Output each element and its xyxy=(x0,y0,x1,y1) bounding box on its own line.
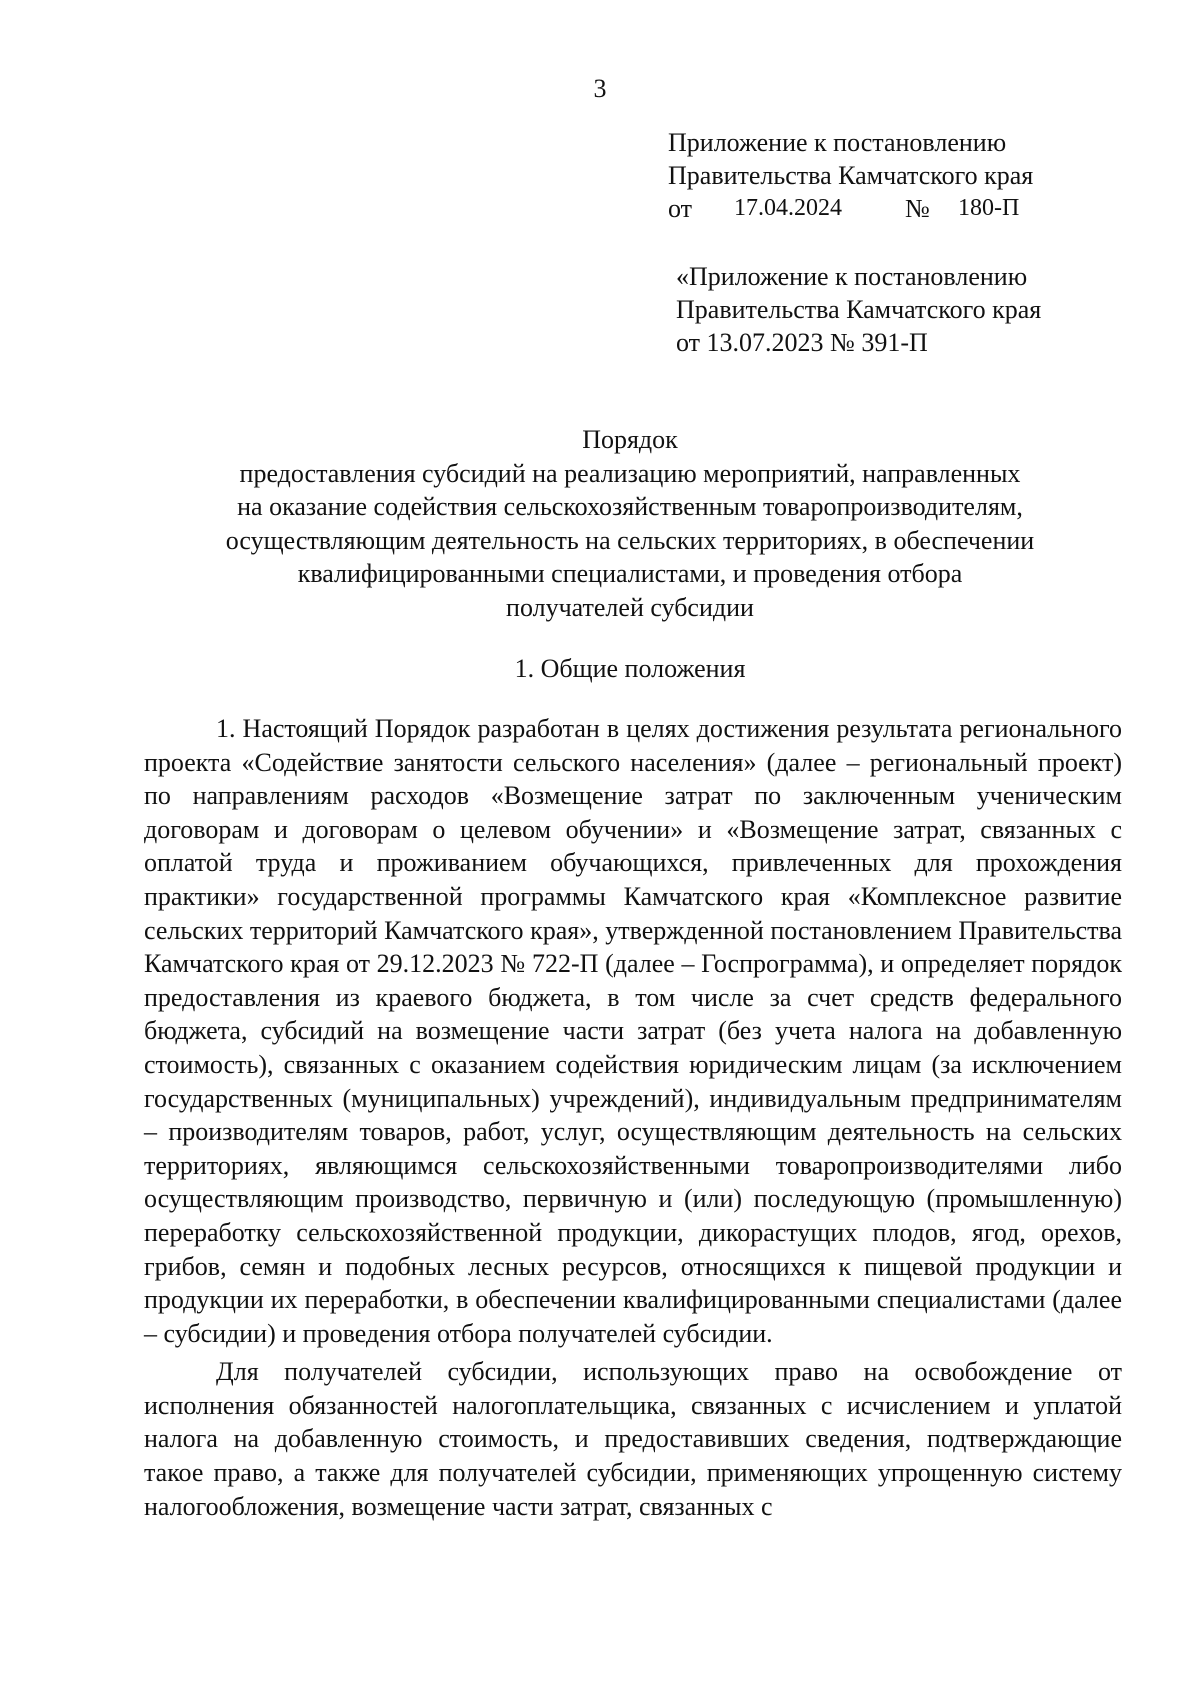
title-heading: Порядок xyxy=(582,425,678,454)
paragraph-2: Для получателей субсидии, использующих право на освобождение от исполнения обязанностей налогоплательщика, связанных с исчислением и уплатой налога на добавленную стоимость, и предоставивших сведения, подтверждающие такое право, а также для получателей субсидии, применяющих упрощенную систему налогообложения, возмещение части затрат, связанных с xyxy=(144,1357,1122,1521)
paragraph-1: 1. Настоящий Порядок разработан в целях достижения результата регионального проекта «Содействие занятости сельского населения» (далее – региональный проект) по направлениям расходов «Возмещение затрат по заключенным ученическим договорам и договорам о целевом обучении» и «Возмещение затрат, связанных с оплатой труда и проживанием обучающихся, привлеченных для прохождения практики» государственной программы Камчатского края «Комплексное развитие сельских территорий Камчатского края», утвержденной постановлением Правительства Камчатского края от 29.12.2023 № 722-П (далее – Госпрограмма), и определяет порядок предоставления из краевого бюджета, в том числе за счет средств федерального бюджета, субсидий на возмещение части затрат (без учета налога на добавленную стоимость), связанных с оказанием содействия юридическим лицам (за исключением государственных (муниципальных) учреждений), индивидуальным предпринимателям – производителям товаров, работ, услуг, осуществляющим деятельность на сельских территориях, являющимся сельскохозяйственными товаропроизводителями либо осуществляющим производство, первичную и (или) последующую (промышленную) переработку сельскохозяйственной продукции, дикорастущих плодов, ягод, орехов, грибов, семян и подобных лесных ресурсов, относящихся к пищевой продукции и продукции их переработки, в обеспечении квалифицированными специалистами (далее – субсидии) и проведения отбора получателей субсидии. xyxy=(144,714,1122,1348)
appendix-current-block xyxy=(668,126,1033,225)
number-sign: № xyxy=(905,194,930,223)
appendix-current-line1: Приложение к постановлению xyxy=(668,128,1007,157)
from-label: от xyxy=(668,194,693,223)
title-line2: на оказание содействия сельскохозяйственным товаропроизводителям, xyxy=(237,492,1023,521)
appendix-current-date-line xyxy=(668,192,1033,225)
resolution-number: 180-П xyxy=(958,195,1020,221)
body-text xyxy=(144,712,1122,1528)
appendix-current-line2: Правительства Камчатского края xyxy=(668,161,1034,190)
appendix-previous-line2: Правительства Камчатского края xyxy=(676,295,1042,324)
title-line3: осуществляющим деятельность на сельских территориях, в обеспечении xyxy=(225,525,1035,555)
document-title xyxy=(140,423,1120,624)
page-number: 3 xyxy=(593,74,607,103)
title-line1: предоставления субсидий на реализацию мероприятий, направленных xyxy=(239,458,1021,488)
resolution-date: 17.04.2024 xyxy=(734,195,842,221)
appendix-previous-line1: «Приложение к постановлению xyxy=(676,262,1028,291)
appendix-previous-block xyxy=(676,260,1041,359)
section-heading: 1. Общие положения xyxy=(514,654,746,683)
appendix-previous-line3: от 13.07.2023 № 391-П xyxy=(676,328,928,357)
title-line4: квалифицированными специалистами, и проведения отбора xyxy=(297,559,963,588)
title-line5: получателей субсидии xyxy=(506,592,754,622)
